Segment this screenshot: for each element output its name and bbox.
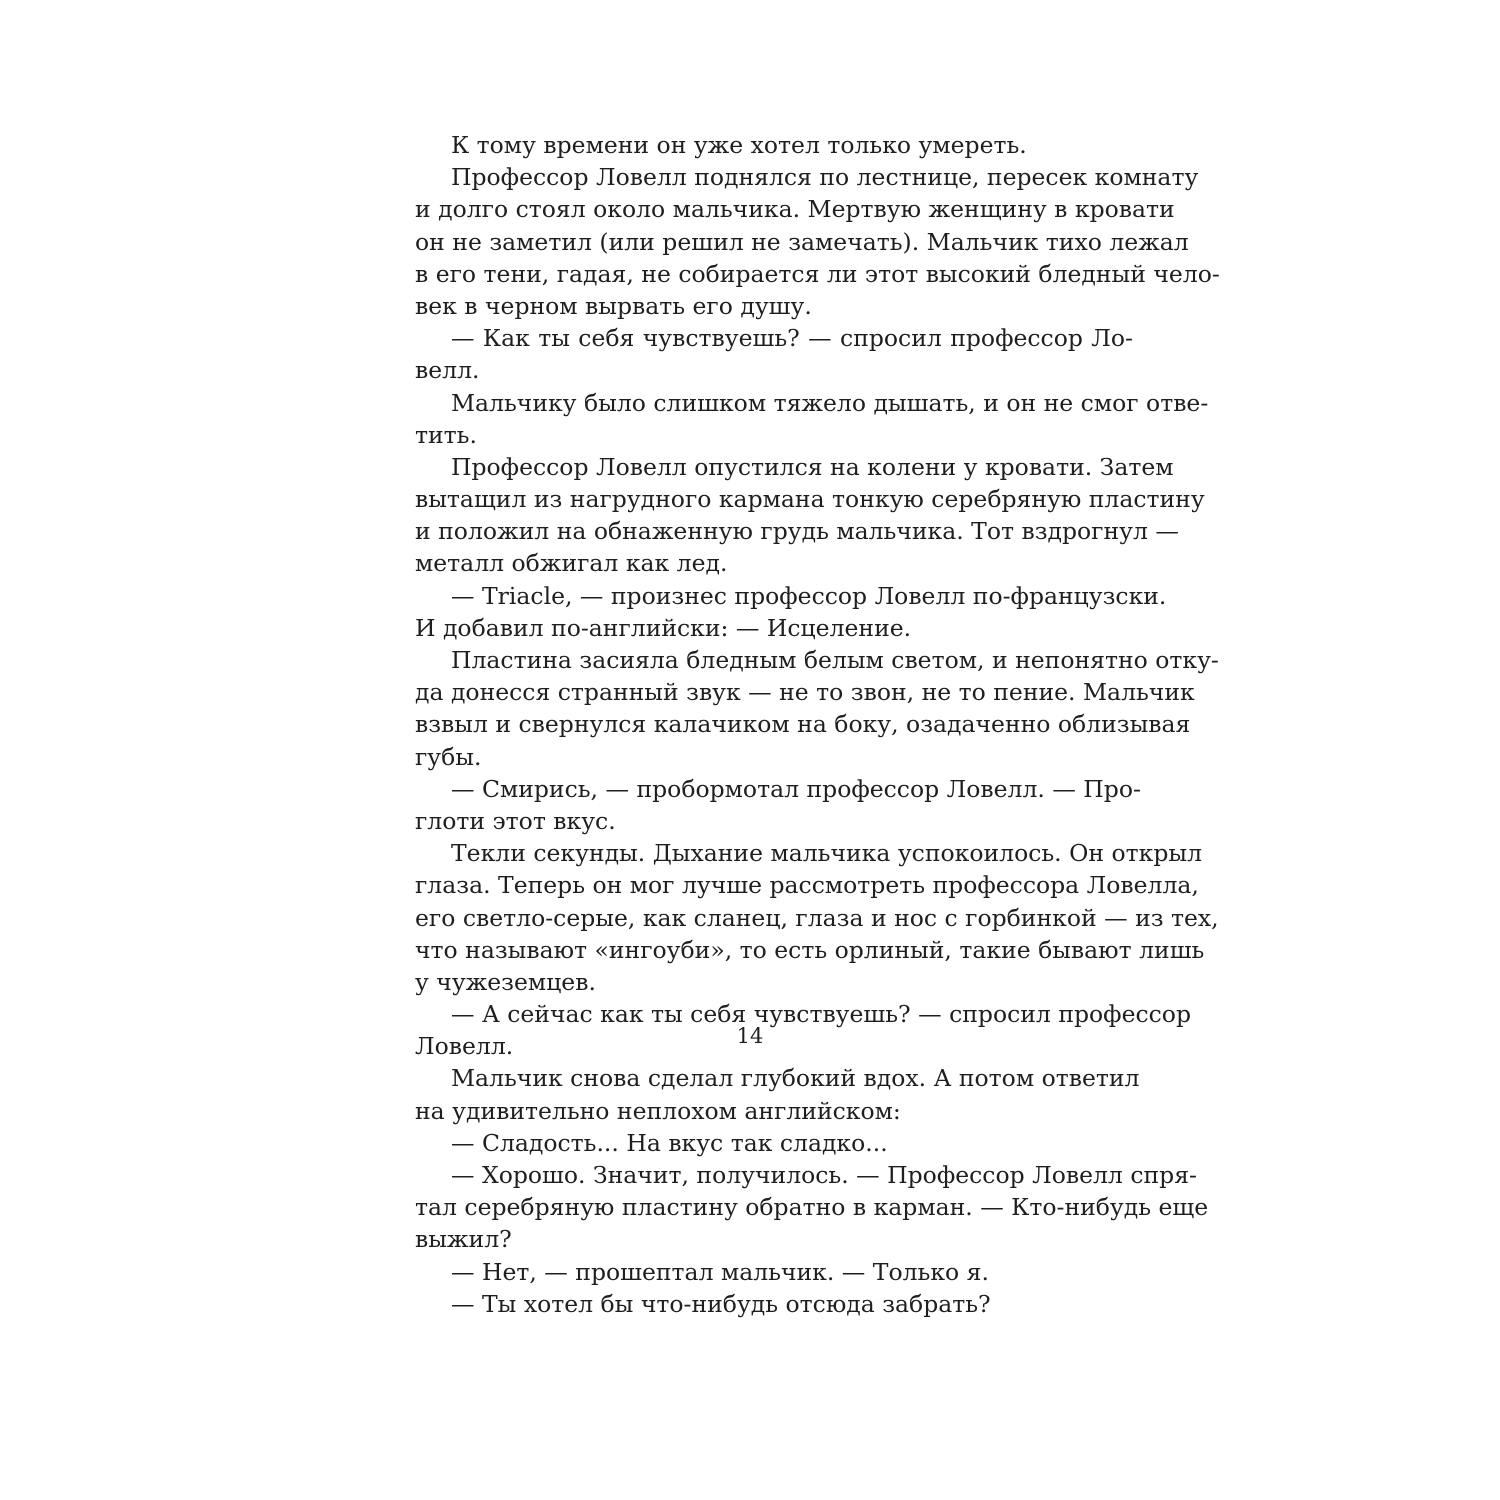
text-line: да донесся странный звук — не то звон, не то пение. Мальчик — [415, 678, 1195, 707]
text-line: у чужеземцев. — [415, 967, 596, 996]
text-line: Профессор Ловелл поднялся по лестнице, пересек комнату — [451, 163, 1199, 192]
text-line: он не заметил (или решил не замечать). Мальчик тихо лежал — [415, 227, 1189, 256]
text-line: Мальчик снова сделал глубокий вдох. А потом ответил — [451, 1064, 1140, 1093]
text-line: вытащил из нагрудного кармана тонкую серебряную пластину — [415, 485, 1205, 514]
text-line: И добавил по-английски: — Исцеление. — [415, 613, 912, 642]
text-line: велл. — [415, 356, 480, 385]
text-line: Мальчику было слишком тяжело дышать, и он не смог отве- — [451, 388, 1209, 417]
text-line: век в черном вырвать его душу. — [415, 291, 812, 320]
text-line: и долго стоял около мальчика. Мертвую женщину в кровати — [415, 195, 1175, 224]
text-line: Профессор Ловелл опустился на колени у кровати. Затем — [451, 452, 1174, 481]
text-line: — Сладость... На вкус так сладко... — [451, 1128, 888, 1157]
text-line: — А сейчас как ты себя чувствуешь? — спросил профессор — [451, 1000, 1191, 1029]
text-line: его светло-серые, как сланец, глаза и нос с горбинкой — из тех, — [415, 903, 1219, 932]
text-line: — Хорошо. Значит, получилось. — Профессор Ловелл спря- — [451, 1161, 1197, 1189]
text-line: взвыл и свернулся калачиком на боку, озадаченно облизывая — [415, 710, 1191, 739]
text-line: — Ты хотел бы что-нибудь отсюда забрать? — [451, 1289, 991, 1318]
text-line: Пластина засияла бледным белым светом, и непонятно отку- — [451, 646, 1219, 674]
text-line: что называют «ингоуби», то есть орлиный, такие бывают лишь — [415, 935, 1205, 964]
text-line: губы. — [415, 742, 482, 771]
text-line: — Triacle, — произнес профессор Ловелл по-французски. — [451, 581, 1167, 610]
page-number: 14 — [736, 1024, 764, 1048]
text-line: — Как ты себя чувствуешь? — спросил профессор Ло- — [451, 324, 1133, 353]
text-line: Ловелл. — [415, 1032, 514, 1061]
text-line: и положил на обнаженную грудь мальчика. Тот вздрогнул — — [415, 517, 1179, 546]
text-line: на удивительно неплохом английском: — [415, 1096, 901, 1125]
text-line: выжил? — [415, 1225, 512, 1254]
text-line: — Смирись, — пробормотал профессор Ловелл. — Про- — [451, 774, 1141, 803]
text-line: Текли секунды. Дыхание мальчика успокоилось. Он открыл — [451, 839, 1203, 868]
text-line: К тому времени он уже хотел только умереть. — [451, 131, 1027, 159]
body-text — [415, 129, 1220, 1320]
text-line: тал серебряную пластину обратно в карман. — Кто-нибудь еще — [415, 1193, 1209, 1222]
text-line: металл обжигал как лед. — [415, 549, 728, 578]
text-line: — Нет, — прошептал мальчик. — Только я. — [451, 1257, 989, 1286]
text-line: тить. — [415, 420, 477, 449]
text-line: глаза. Теперь он мог лучше рассмотреть профессора Ловелла, — [415, 871, 1199, 900]
text-line: в его тени, гадая, не собирается ли этот высокий бледный чело- — [415, 259, 1220, 288]
text-line: глоти этот вкус. — [415, 806, 616, 835]
